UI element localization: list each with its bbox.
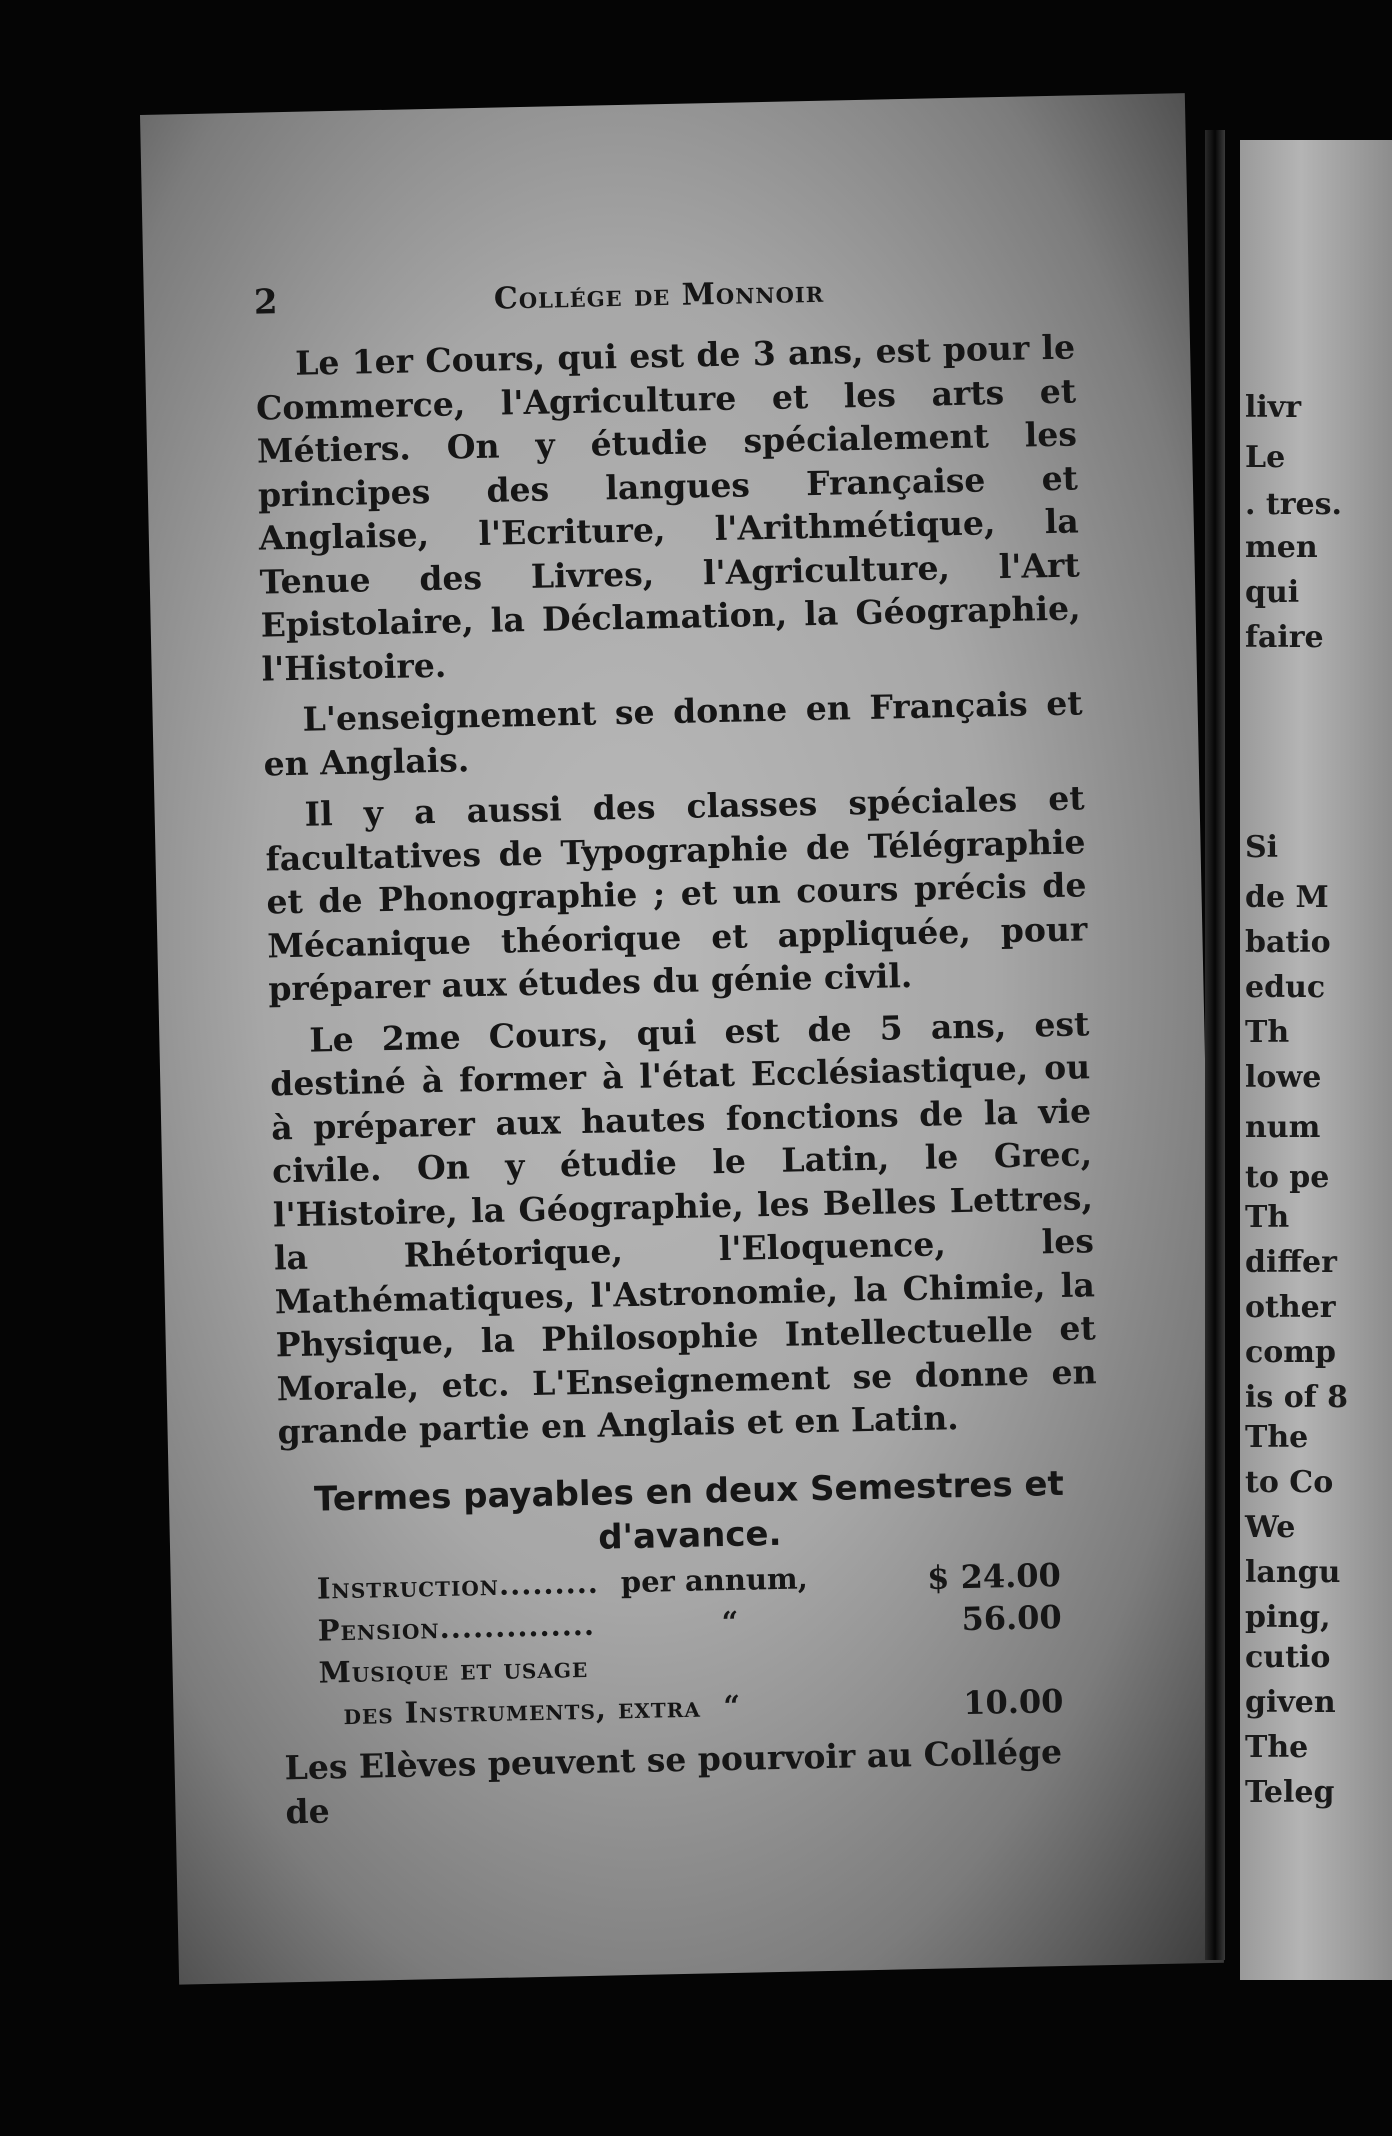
fee-period: “ bbox=[721, 1604, 739, 1639]
fee-amount: 56.00 bbox=[961, 1597, 1063, 1638]
book-gutter bbox=[1205, 130, 1225, 1960]
fee-label: Instruction......... bbox=[316, 1565, 600, 1606]
paragraph-first-course: Le 1er Cours, qui est de 3 ans, est pour le Commerce, l'Agriculture et les arts et Métiers. On y étudie spécialement les principes des langues Française et Anglaise, l'Ecriture, l'Arithmétique, la Tenue des Livres, l'Agriculture, l'Art Epistolaire, la Déclamation, la Géographie, l'Histoire. bbox=[255, 327, 1081, 689]
right-page-fragment: Le bbox=[1245, 440, 1286, 475]
closing-line: Les Elèves peuvent se pourvoir au Collége de bbox=[284, 1731, 1063, 1831]
right-page-fragment: livr bbox=[1245, 390, 1302, 425]
book-page-left bbox=[140, 93, 1224, 1984]
right-page-fragment: langu bbox=[1245, 1555, 1341, 1590]
right-page-fragment: Teleg bbox=[1245, 1775, 1335, 1810]
right-page-fragment: cutio bbox=[1245, 1640, 1331, 1675]
fee-label: Pension.............. bbox=[317, 1607, 596, 1648]
right-page-fragment: educ bbox=[1245, 970, 1326, 1005]
right-page-fragment: lowe bbox=[1245, 1060, 1322, 1095]
right-page-fragment: men bbox=[1245, 530, 1318, 565]
right-page-fragment: other bbox=[1245, 1290, 1336, 1325]
fees-title-line1: Termes payables en deux Semestres et bbox=[313, 1463, 1065, 1520]
right-page-fragment: We bbox=[1245, 1510, 1296, 1545]
running-head: Collége de Monnoir bbox=[493, 274, 825, 317]
paragraph-special-classes: Il y a aussi des classes spéciales et facultatives de Typographie de Télégraphie et de Phonographie ; et un cours précis de Mécanique théorique et appliquée, pour préparer aux études du génie civil. bbox=[265, 778, 1088, 1009]
right-page-fragment: comp bbox=[1245, 1335, 1336, 1370]
fee-label: des Instruments, extra bbox=[343, 1689, 702, 1731]
right-page-fragment: differ bbox=[1245, 1245, 1337, 1280]
right-page-fragment: qui bbox=[1245, 575, 1300, 610]
right-page-fragment: Th bbox=[1245, 1200, 1290, 1235]
right-page-fragment: . tres. bbox=[1245, 487, 1342, 522]
right-page-fragment: Th bbox=[1245, 1015, 1290, 1050]
right-page-fragment: is of 8 bbox=[1245, 1380, 1348, 1415]
page-number: 2 bbox=[253, 282, 279, 323]
right-page-fragment: given bbox=[1245, 1685, 1336, 1720]
fee-period: “ bbox=[723, 1688, 741, 1723]
fees-title bbox=[279, 1461, 1101, 1566]
right-page-fragment: de M bbox=[1245, 880, 1329, 915]
fee-label: Musique et usage bbox=[318, 1649, 589, 1690]
right-page-fragment: faire bbox=[1245, 620, 1324, 655]
right-page-fragment: to Co bbox=[1245, 1465, 1334, 1500]
right-page-fragment: The bbox=[1245, 1420, 1309, 1455]
paragraph-second-course: Le 2me Cours, qui est de 5 ans, est destiné à former à l'état Ecclésiastique, ou à préparer aux hautes fonctions de la vie civile. On y étudie le Latin, le Grec, l'Histoire, la Géographie, les Belles Lettres, la Rhétorique, l'Eloquence, les Mathématiques, l'Astronomie, la Chimie, la Physique, la Philosophie Intellectuelle et Morale, etc. L'Enseignement se donne en grande partie en Anglais et en Latin. bbox=[269, 1003, 1097, 1452]
paragraph-language: L'enseignement se donne en Français et en Anglais. bbox=[263, 683, 1083, 784]
right-page-fragment: num bbox=[1245, 1110, 1321, 1145]
right-page-fragment: batio bbox=[1245, 925, 1331, 960]
right-page-fragment: ping, bbox=[1245, 1600, 1331, 1635]
fee-amount: $ 24.00 bbox=[926, 1555, 1062, 1597]
right-page-fragment: to pe bbox=[1245, 1160, 1330, 1195]
fees-title-line2: d'avance. bbox=[597, 1513, 782, 1558]
page-text bbox=[254, 265, 1106, 1833]
right-page-fragment: The bbox=[1245, 1730, 1309, 1765]
fee-amount: 10.00 bbox=[962, 1681, 1064, 1722]
fee-period: per annum, bbox=[620, 1560, 809, 1599]
right-page-fragment: Si bbox=[1245, 830, 1279, 865]
